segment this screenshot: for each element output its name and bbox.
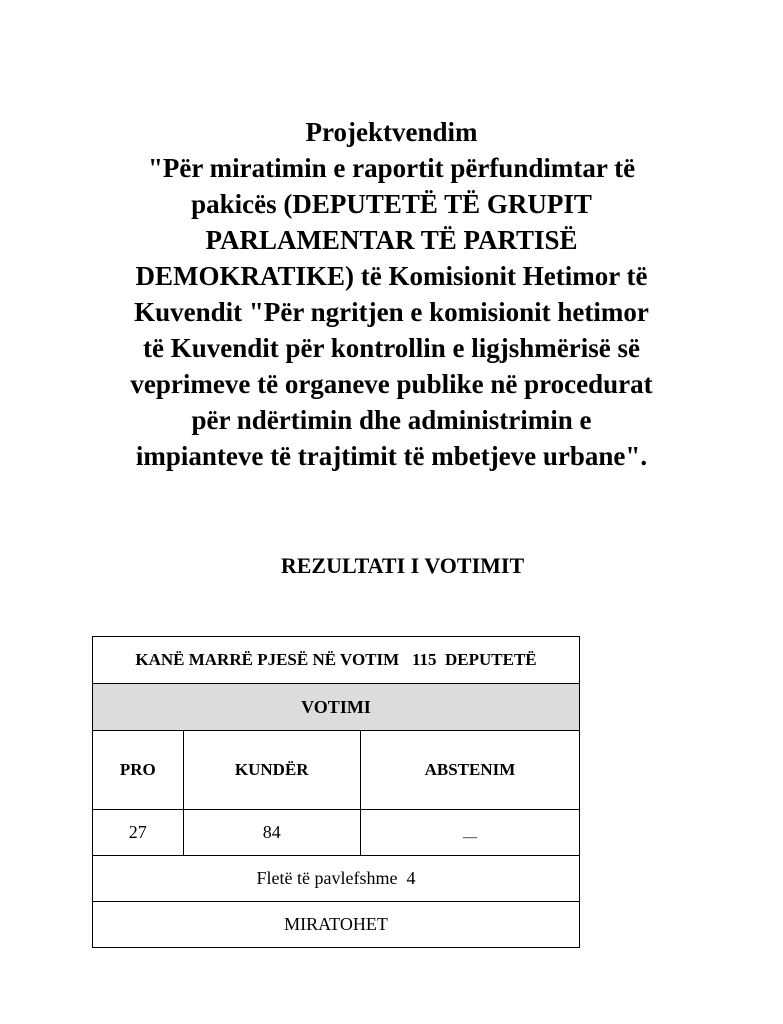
results-heading: REZULTATI I VOTIMIT bbox=[280, 553, 525, 578]
votimi-header: VOTIMI bbox=[93, 684, 580, 731]
abstenim-value-cell bbox=[360, 810, 579, 856]
invalid-ballots-cell bbox=[93, 856, 580, 902]
title-line: pakicës (DEPUTETË TË GRUPIT bbox=[191, 189, 592, 219]
vote-values-row bbox=[93, 810, 580, 856]
vote-results-table bbox=[92, 636, 580, 948]
pro-value: 27 bbox=[93, 810, 184, 856]
participants-cell bbox=[93, 637, 580, 684]
participants-unit: DEPUTETË bbox=[445, 650, 537, 669]
column-header-kunder: KUNDËR bbox=[183, 731, 360, 810]
column-header-abstenim: ABSTENIM bbox=[360, 731, 579, 810]
document-title bbox=[60, 114, 723, 474]
title-line: DEMOKRATIKE) të Komisionit Hetimor të bbox=[135, 261, 648, 291]
column-header-pro: PRO bbox=[93, 731, 184, 810]
invalid-ballots-count: 4 bbox=[406, 868, 416, 888]
title-line: Kuvendit "Për ngritjen e komisionit hetimor bbox=[134, 297, 649, 327]
title-line: veprimeve të organeve publike në procedurat bbox=[130, 369, 653, 399]
result-row bbox=[93, 902, 580, 948]
votimi-row bbox=[93, 684, 580, 731]
title-line: impianteve të trajtimit të mbetjeve urbane". bbox=[135, 441, 648, 471]
title-line: PARLAMENTAR TË PARTISË bbox=[205, 225, 578, 255]
invalid-ballots-label: Fletë të pavlefshme bbox=[256, 868, 398, 888]
participants-label: KANË MARRË PJESË NË VOTIM bbox=[135, 650, 400, 669]
vote-result: MIRATOHET bbox=[93, 902, 580, 948]
invalid-ballots-row bbox=[93, 856, 580, 902]
title-line: Projektvendim bbox=[305, 117, 478, 147]
kunder-value: 84 bbox=[183, 810, 360, 856]
participants-row bbox=[93, 637, 580, 684]
title-line: për ndërtimin dhe administrimin e bbox=[191, 405, 592, 435]
title-line: të Kuvendit për kontrollin e ligjshmërisë së bbox=[143, 333, 640, 363]
participants-count: 115 bbox=[411, 650, 437, 669]
abstenim-value: — bbox=[462, 830, 477, 845]
column-headers-row bbox=[93, 731, 580, 810]
title-line: "Për miratimin e raportit përfundimtar të bbox=[147, 153, 636, 183]
